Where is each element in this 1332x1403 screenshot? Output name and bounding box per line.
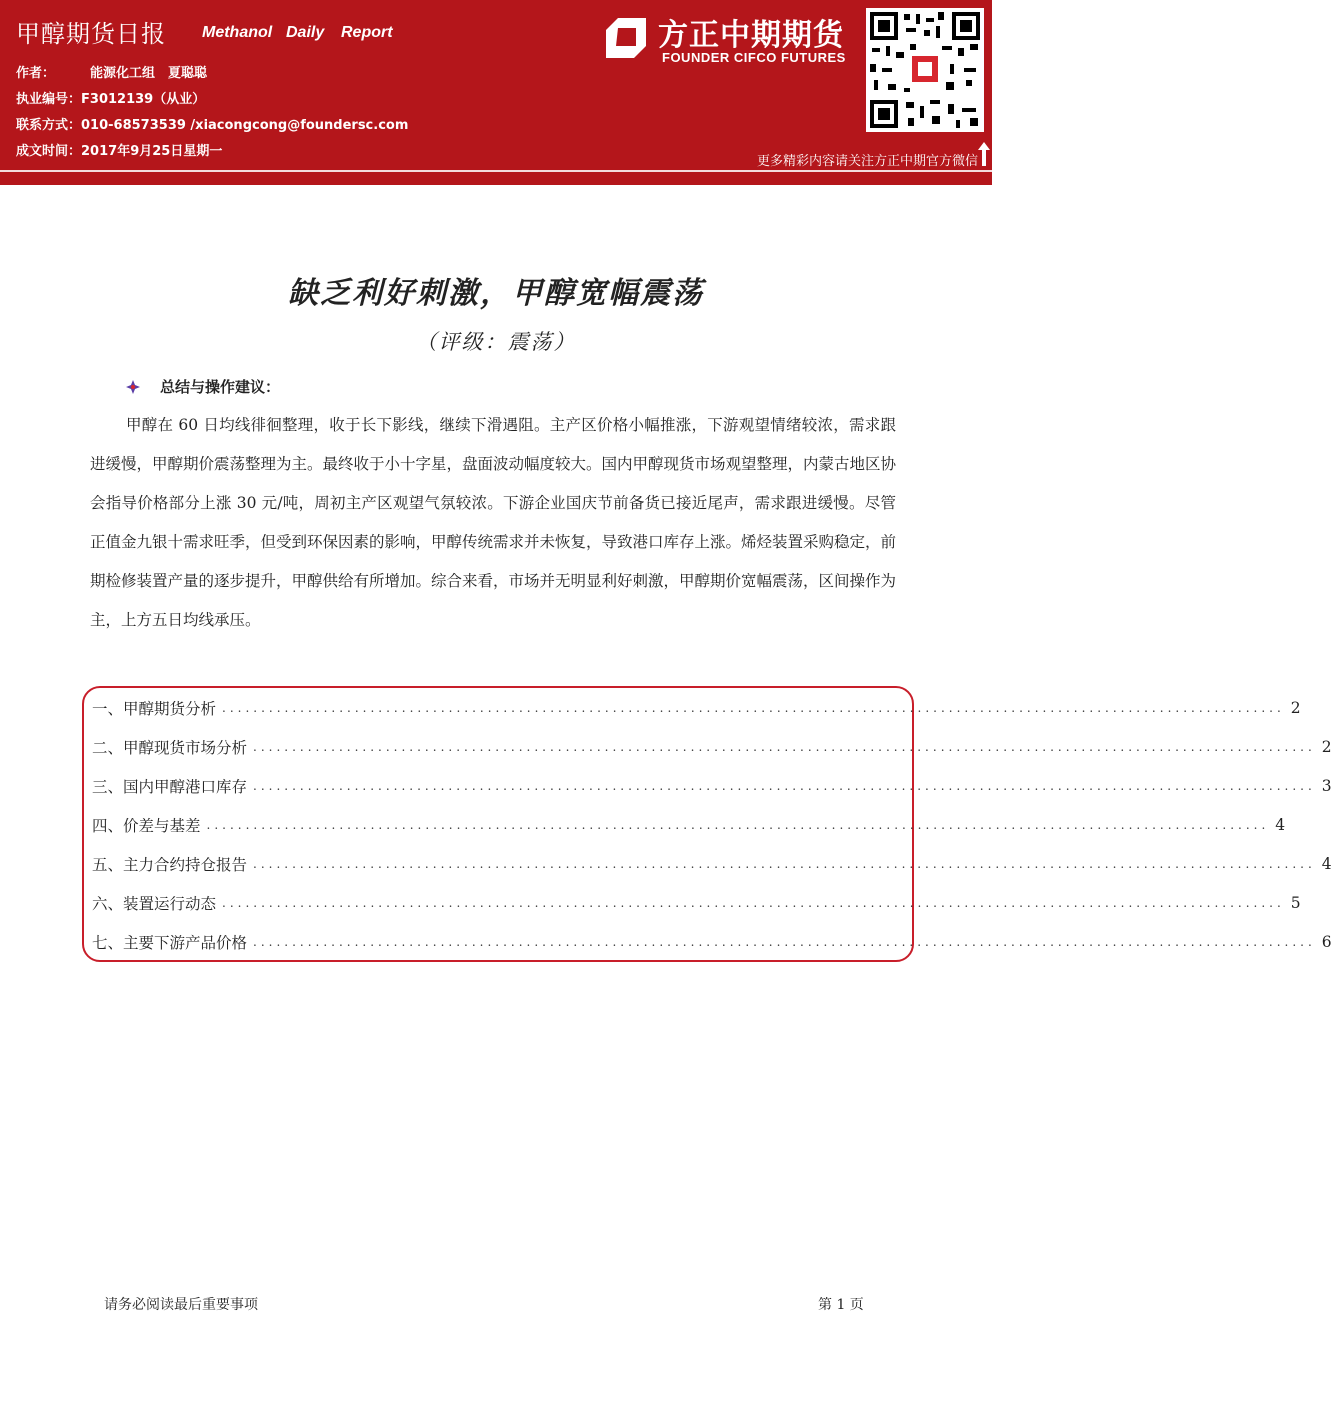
summary-heading <box>126 376 280 397</box>
toc-leader-dots: ........................................................................................................................................ <box>253 935 1316 949</box>
toc-item-page: 3 <box>1321 777 1332 795</box>
toc-item-page: 4 <box>1321 855 1332 873</box>
license-value: F3012139（从业） <box>81 92 206 107</box>
report-title: 缺乏利好刺激，甲醇宽幅震荡 <box>288 276 704 311</box>
qr-code-icon <box>866 8 984 132</box>
toc-leader-dots: ........................................................................................................................................ <box>253 779 1316 793</box>
toc-leader-dots: ........................................................................................................................................ <box>222 701 1285 715</box>
report-header <box>0 0 992 185</box>
company-name-cn: 方正中期期货 <box>658 18 844 53</box>
wechat-follow-note: 更多精彩内容请关注方正中期官方微信 <box>756 154 978 169</box>
toc-item[interactable] <box>92 891 1301 915</box>
founder-logo-icon <box>604 16 648 60</box>
toc-item[interactable] <box>92 930 1332 954</box>
contact-label: 联系方式： <box>16 118 82 133</box>
footer-page-number: 第 1 页 <box>818 1297 864 1313</box>
footer-notice: 请务必阅读最后重要事项 <box>104 1297 258 1313</box>
toc-item-page: 2 <box>1321 738 1332 756</box>
toc-item-page: 4 <box>1275 816 1286 834</box>
toc-item-title[interactable]: 四、价差与基差 <box>92 817 201 835</box>
arrow-up-icon <box>978 142 990 166</box>
toc-item[interactable] <box>92 813 1286 837</box>
license-label: 执业编号： <box>16 92 82 107</box>
author-row <box>16 62 207 81</box>
date-value: 2017年9月25日星期一 <box>81 144 223 159</box>
toc-item-page: 6 <box>1321 933 1332 951</box>
toc-leader-dots: ........................................................................................................................................ <box>253 857 1316 871</box>
toc-item[interactable] <box>92 774 1332 798</box>
toc-leader-dots: ........................................................................................................................................ <box>222 896 1285 910</box>
toc-item-title[interactable]: 一、甲醇期货分析 <box>92 700 217 718</box>
header-divider <box>0 170 992 172</box>
english-title-word: Report <box>341 24 393 41</box>
toc-item-title[interactable]: 五、主力合约持仓报告 <box>92 856 248 874</box>
diamond-bullet-icon <box>126 380 140 394</box>
toc-item-title[interactable]: 三、国内甲醇港口库存 <box>92 778 248 796</box>
toc-item[interactable] <box>92 852 1332 876</box>
english-title-word: Daily <box>286 24 325 41</box>
company-name-en: FOUNDER CIFCO FUTURES <box>662 50 846 65</box>
toc-item-title[interactable]: 六、装置运行动态 <box>92 895 217 913</box>
report-rating: （评级：震荡） <box>415 330 577 354</box>
toc-item[interactable] <box>92 735 1332 759</box>
report-type-title: 甲醇期货日报 <box>16 20 166 48</box>
toc-item-page: 5 <box>1290 894 1301 912</box>
contact-row <box>16 114 408 133</box>
summary-heading-text: 总结与操作建议： <box>160 378 281 396</box>
toc-item-page: 2 <box>1290 699 1301 717</box>
author-label: 作者： <box>16 66 56 81</box>
date-row <box>16 140 222 159</box>
toc-item-title[interactable]: 七、主要下游产品价格 <box>92 934 248 952</box>
license-row <box>16 88 205 107</box>
contact-value: 010-68573539 /xiacongcong@foundersc.com <box>81 118 409 133</box>
wechat-qr-code <box>866 8 984 132</box>
table-of-contents <box>82 686 1332 962</box>
english-title-word: Methanol <box>202 24 273 41</box>
toc-item-title[interactable]: 二、甲醇现货市场分析 <box>92 739 248 757</box>
toc-leader-dots: ........................................................................................................................................ <box>253 740 1316 754</box>
toc-item[interactable] <box>92 696 1301 720</box>
author-value: 能源化工组 夏聪聪 <box>90 66 208 81</box>
date-label: 成文时间： <box>16 144 82 159</box>
toc-leader-dots: ........................................................................................................................................ <box>206 818 1270 832</box>
summary-paragraph: 甲醇在 60 日均线徘徊整理，收于长下影线，继续下滑遇阻。主产区价格小幅推涨，下游观望情绪较浓，需求跟进缓慢，甲醇期价震荡整理为主。最终收于小十字星，盘面波动幅度较大。国内甲醇现货市场观望整理，内蒙古地区协会指导价格部分上涨 30 元/吨，周初主产区观望气氛较浓。下游企业国庆节前备货已接近尾声，需求跟进缓慢。尽管正值金九银十需求旺季，但受到环保因素的影响，甲醇传统需求并未恢复，导致港口库存上涨。烯烃装置采购稳定，前期检修装置产量的逐步提升，甲醇供给有所增加。综合来看，市场并无明显利好刺激，甲醇期价宽幅震荡，区间操作为主，上方五日均线承压。 <box>90 416 897 629</box>
